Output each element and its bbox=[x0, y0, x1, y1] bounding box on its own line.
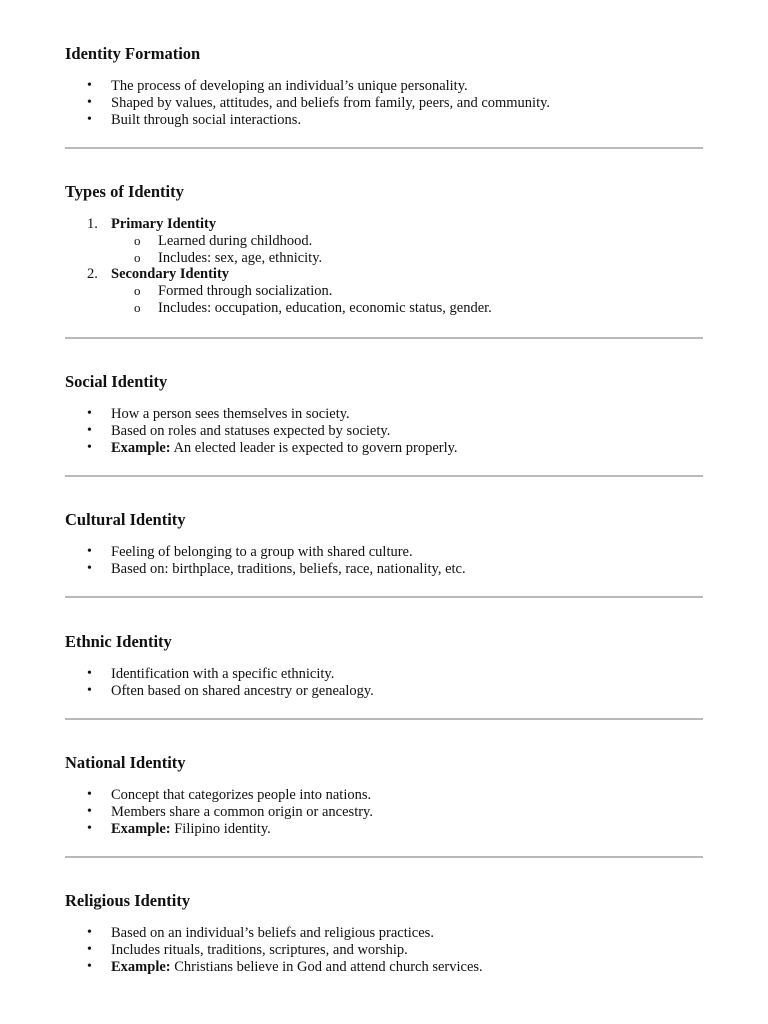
section-national-identity bbox=[65, 753, 705, 837]
bullet-icon: • bbox=[87, 787, 92, 802]
bullet-icon: • bbox=[87, 94, 92, 110]
section-heading: Religious Identity bbox=[65, 891, 191, 910]
bullet-icon: • bbox=[87, 439, 92, 455]
bullet-list bbox=[65, 925, 705, 975]
example-label: Example: bbox=[111, 439, 171, 456]
bullet-icon: • bbox=[87, 820, 92, 836]
bullet-icon: • bbox=[87, 666, 92, 681]
list-item: • Concept that categorizes people into nations. bbox=[87, 787, 372, 803]
example-label: Example: bbox=[111, 820, 171, 837]
section-identity-formation bbox=[65, 44, 705, 128]
section-social-identity bbox=[65, 372, 705, 456]
list-item bbox=[65, 266, 705, 316]
bullet-icon: • bbox=[87, 560, 92, 576]
bullet-icon: • bbox=[87, 958, 92, 974]
list-item: • Identification with a specific ethnicity. bbox=[87, 666, 335, 682]
section-heading: Cultural Identity bbox=[65, 510, 186, 529]
list-item: • Feeling of belonging to a group with shared culture. bbox=[87, 544, 413, 560]
sub-list-item: o Learned during childhood. bbox=[134, 232, 313, 249]
bullet-icon: • bbox=[87, 406, 92, 421]
bullet-list bbox=[65, 406, 705, 456]
bullet-icon: • bbox=[87, 111, 92, 127]
list-item: • Based on roles and statuses expected by society. bbox=[87, 422, 391, 439]
divider bbox=[65, 718, 703, 720]
list-item bbox=[65, 821, 705, 838]
section-ethnic-identity bbox=[65, 632, 705, 700]
divider bbox=[65, 475, 703, 477]
divider bbox=[65, 337, 703, 339]
list-item-label: Primary Identity bbox=[111, 216, 217, 232]
section-heading: Ethnic Identity bbox=[65, 632, 172, 651]
section-heading: Types of Identity bbox=[65, 182, 184, 201]
section-cultural-identity bbox=[65, 510, 705, 578]
list-item bbox=[65, 440, 705, 457]
list-item: • Based on: birthplace, traditions, beliefs, race, nationality, etc. bbox=[87, 560, 466, 577]
list-item bbox=[65, 959, 705, 976]
list-item: • Includes rituals, traditions, scriptures, and worship. bbox=[87, 941, 408, 958]
sub-list-item: o Includes: occupation, education, economic status, gender. bbox=[134, 299, 492, 316]
sub-bullet-icon: o bbox=[134, 299, 141, 315]
list-item: • Shaped by values, attitudes, and beliefs from family, peers, and community. bbox=[87, 94, 551, 111]
section-types-of-identity bbox=[65, 182, 705, 317]
sub-list bbox=[111, 233, 705, 267]
list-item bbox=[65, 216, 705, 266]
bullet-icon: • bbox=[87, 544, 92, 559]
bullet-list bbox=[65, 78, 705, 128]
list-number: 2. bbox=[87, 266, 98, 283]
bullet-icon: • bbox=[87, 803, 92, 819]
sub-list-item: o Formed through socialization. bbox=[134, 283, 333, 300]
example-text: An elected leader is expected to govern properly. bbox=[173, 439, 458, 456]
section-heading: Identity Formation bbox=[65, 44, 201, 63]
list-item: • Built through social interactions. bbox=[87, 111, 302, 128]
bullet-list bbox=[65, 787, 705, 837]
divider bbox=[65, 856, 703, 858]
section-heading: Social Identity bbox=[65, 372, 168, 391]
divider bbox=[65, 596, 703, 598]
sub-bullet-icon: o bbox=[134, 283, 141, 299]
bullet-icon: • bbox=[87, 78, 92, 93]
list-item: • How a person sees themselves in society. bbox=[87, 406, 350, 422]
bullet-list bbox=[65, 544, 705, 578]
bullet-icon: • bbox=[87, 422, 92, 438]
section-religious-identity bbox=[65, 891, 705, 975]
divider bbox=[65, 147, 703, 149]
example-text: Filipino identity. bbox=[174, 820, 271, 837]
list-number: 1. bbox=[87, 216, 98, 232]
bullet-list bbox=[65, 666, 705, 700]
list-item: • Based on an individual’s beliefs and religious practices. bbox=[87, 925, 434, 941]
example-label: Example: bbox=[111, 958, 171, 975]
sub-bullet-icon: o bbox=[134, 249, 141, 265]
sub-list bbox=[111, 283, 705, 317]
section-heading: National Identity bbox=[65, 753, 186, 772]
bullet-icon: • bbox=[87, 682, 92, 698]
list-item: • Members share a common origin or ancestry. bbox=[87, 803, 373, 820]
numbered-list bbox=[65, 216, 705, 317]
list-item: • The process of developing an individual’s unique personality. bbox=[87, 78, 468, 94]
sub-list-item: o Includes: sex, age, ethnicity. bbox=[134, 249, 323, 266]
example-text: Christians believe in God and attend church services. bbox=[174, 958, 483, 975]
list-item: • Often based on shared ancestry or genealogy. bbox=[87, 682, 374, 699]
bullet-icon: • bbox=[87, 925, 92, 940]
sub-bullet-icon: o bbox=[134, 232, 141, 248]
list-item-label: Secondary Identity bbox=[111, 266, 230, 283]
bullet-icon: • bbox=[87, 941, 92, 957]
